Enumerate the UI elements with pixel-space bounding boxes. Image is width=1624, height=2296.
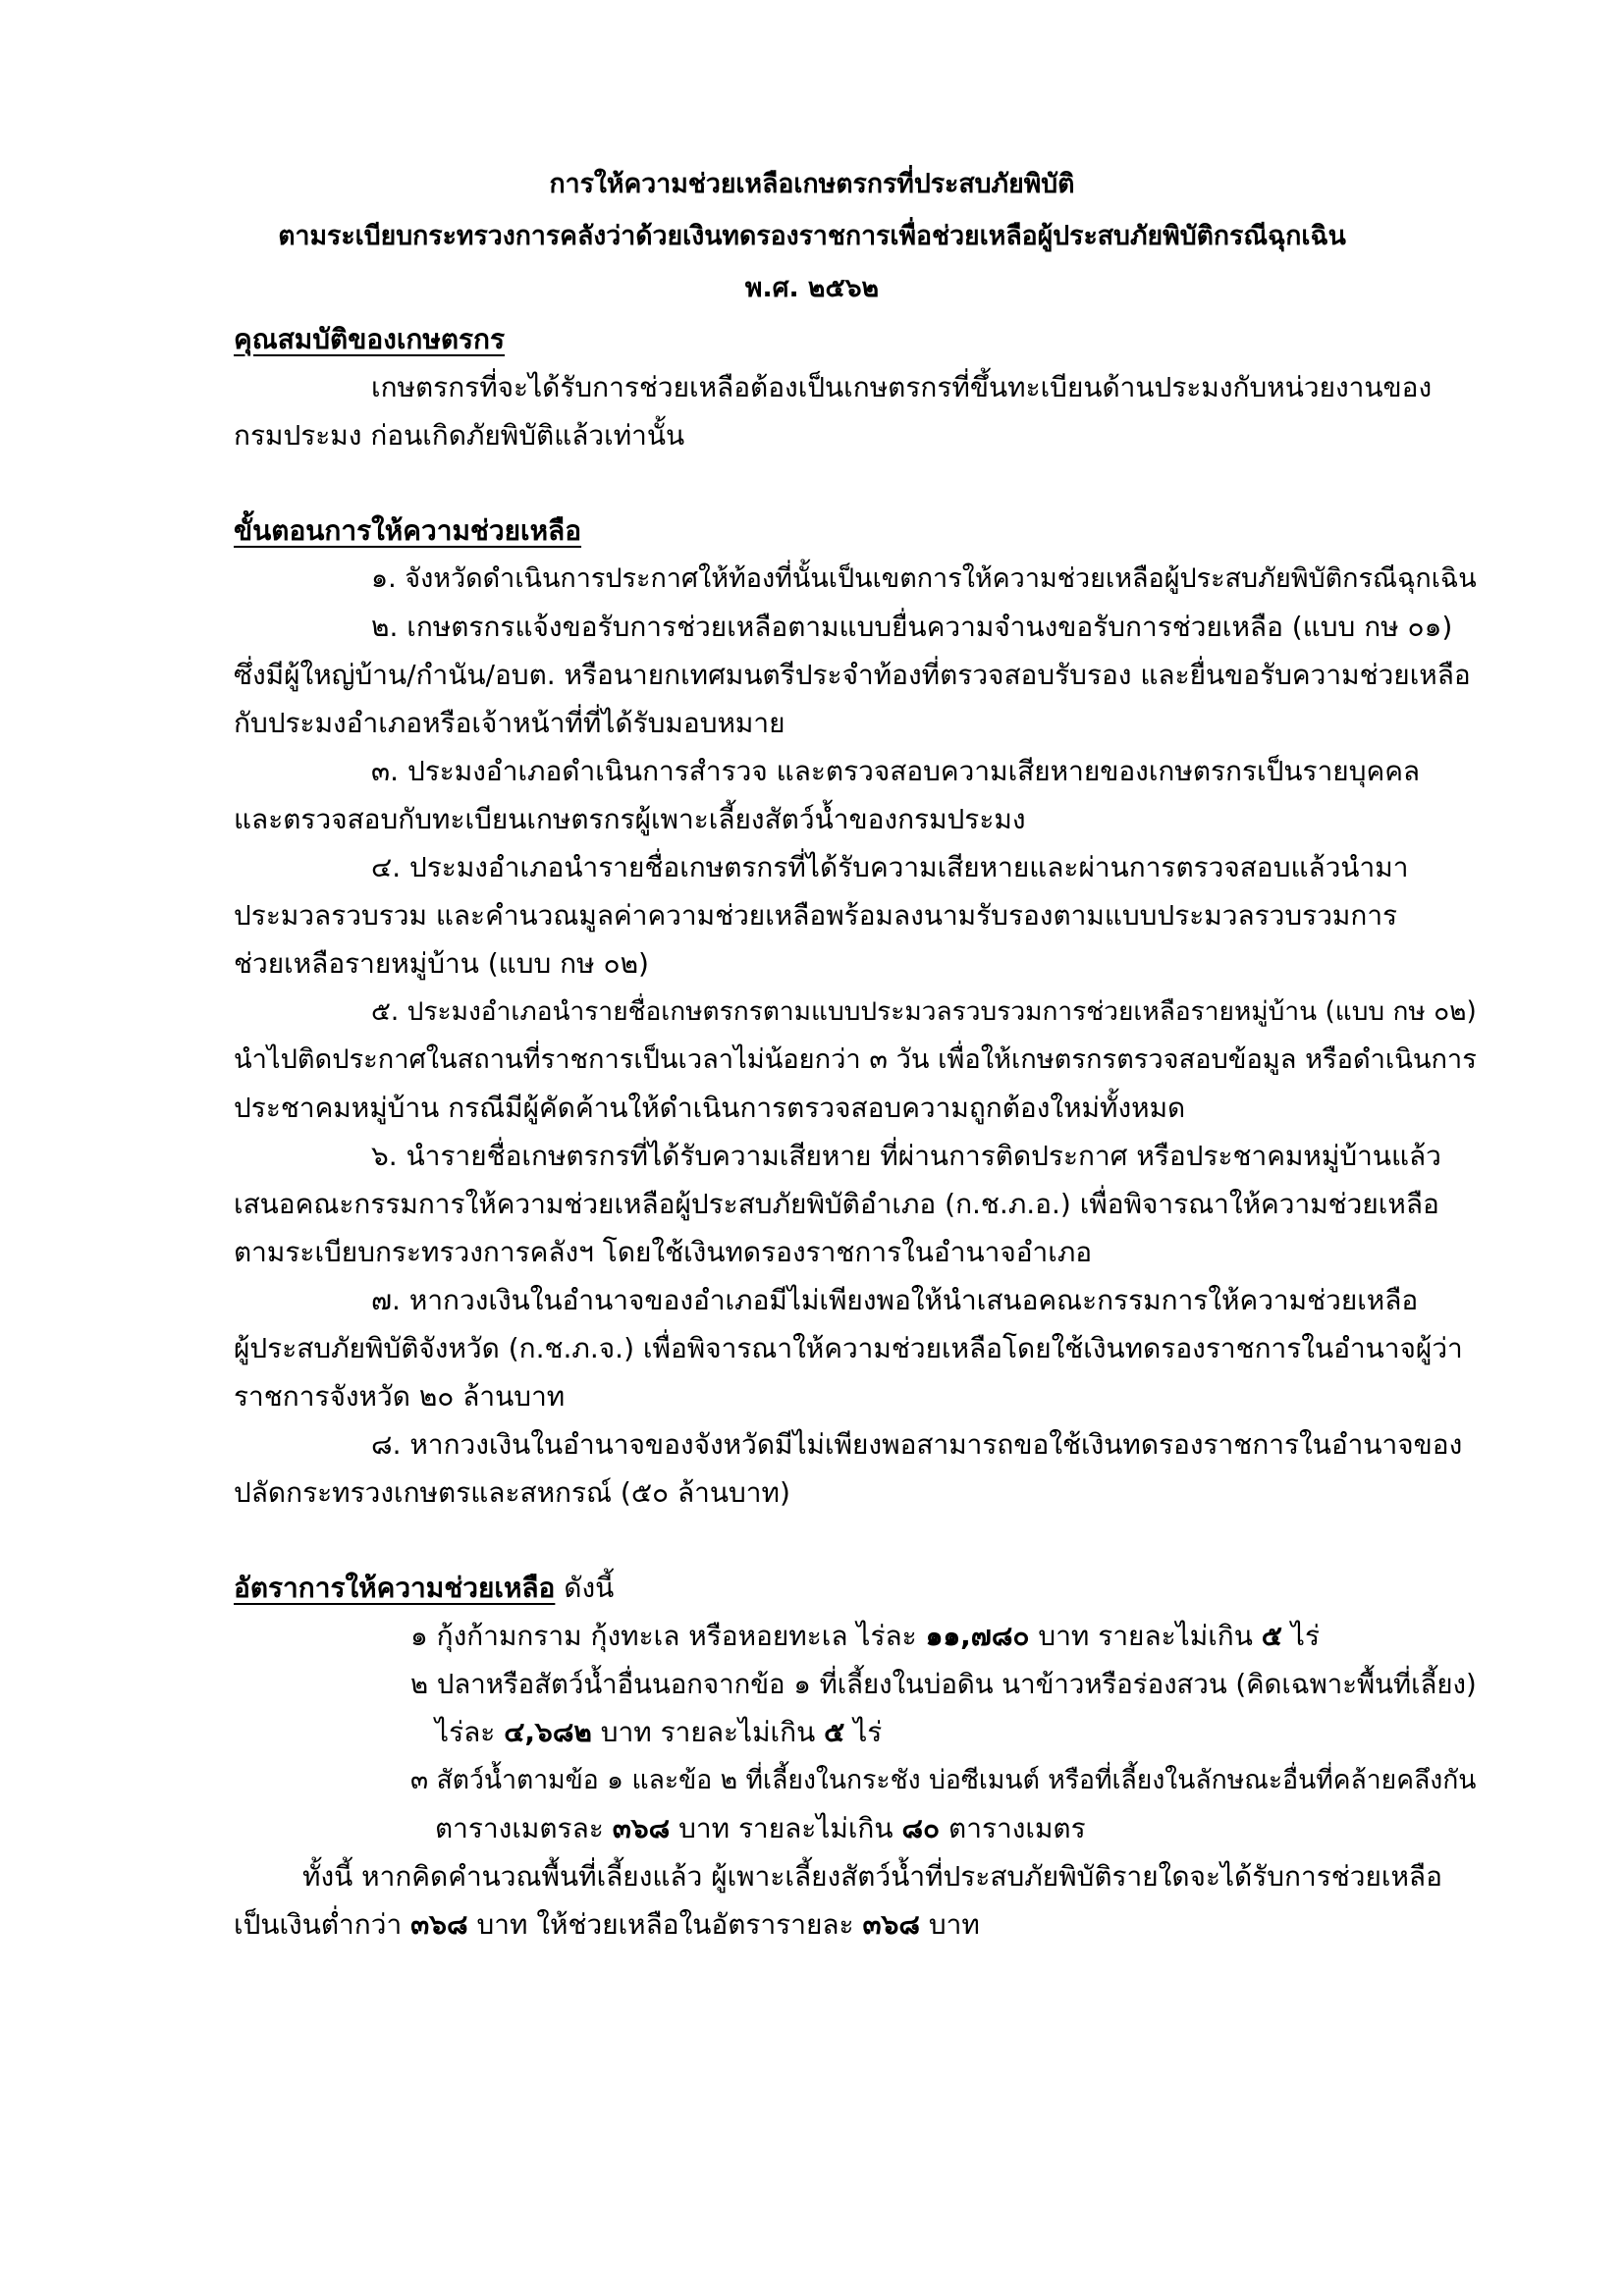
rate-note-text: เป็นเงินต่ำกว่า	[234, 1908, 411, 1941]
procedure-line: ผู้ประสบภัยพิบัติจังหวัด (ก.ช.ภ.จ.) เพื่อพิจารณาให้ความช่วยเหลือโดยใช้เงินทดรองราชการในอำนาจผู้ว่า	[234, 1332, 1463, 1364]
procedure-line: ๔. ประมงอำเภอนำรายชื่อเกษตรกรที่ได้รับความเสียหายและผ่านการตรวจสอบแล้วนำมา	[371, 851, 1409, 883]
rate-amount: ๑๑,๗๘๐	[925, 1620, 1030, 1652]
procedure-line: ปลัดกระทรวงเกษตรและสหกรณ์ (๕๐ ล้านบาท)	[234, 1476, 790, 1509]
procedure-line: ซึ่งมีผู้ใหญ่บ้าน/กำนัน/อบต. หรือนายกเทศมนตรีประจำท้องที่ตรวจสอบรับรอง และยื่นขอรับความช่วยเหลือ	[234, 659, 1471, 691]
rate-limit: ๕	[1261, 1620, 1282, 1652]
procedure-heading: ขั้นตอนการให้ความช่วยเหลือ	[234, 514, 582, 547]
rate-item-text: ๑ กุ้งก้ามกราม กุ้งทะเล หรือหอยทะเล ไร่ละ	[410, 1620, 926, 1652]
procedure-line: ๑. จังหวัดดำเนินการประกาศให้ท้องที่นั้นเป็นเขตการให้ความช่วยเหลือผู้ประสบภัยพิบัติกรณีฉุกเฉิน	[371, 563, 1477, 594]
rate-item-text: บาท รายละไม่เกิน	[1029, 1620, 1262, 1652]
rate-item-text: บาท รายละไม่เกิน	[591, 1716, 825, 1748]
procedure-line: นำไปติดประกาศในสถานที่ราชการเป็นเวลาไม่น้อยกว่า ๓ วัน เพื่อให้เกษตรกรตรวจสอบข้อมูล หรือดำเนินการ	[234, 1044, 1477, 1075]
procedure-line: ๓. ประมงอำเภอดำเนินการสำรวจ และตรวจสอบความเสียหายของเกษตรกรเป็นรายบุคคล	[371, 755, 1421, 787]
procedure-line: ๘. หากวงเงินในอำนาจของจังหวัดมีไม่เพียงพอสามารถขอใช้เงินทดรองราชการในอำนาจของ	[371, 1428, 1463, 1461]
qualifications-line: กรมประมง ก่อนเกิดภัยพิบัติแล้วเท่านั้น	[234, 419, 685, 452]
rate-item-text: ตารางเมตร	[940, 1812, 1086, 1844]
procedure-line: ๕. ประมงอำเภอนำรายชื่อเกษตรกรตามแบบประมวลรวบรวมการช่วยเหลือรายหมู่บ้าน (แบบ กษ ๐๒)	[371, 997, 1477, 1027]
procedure-line: ๗. หากวงเงินในอำนาจของอำเภอมีไม่เพียงพอให้นำเสนอคณะกรรมการให้ความช่วยเหลือ	[371, 1284, 1419, 1316]
rate-item-2-line-2	[435, 1713, 882, 1752]
rate-item-3-line-2	[435, 1809, 1086, 1848]
rate-note-text: บาท	[919, 1908, 980, 1941]
procedure-line: และตรวจสอบกับทะเบียนเกษตรกรผู้เพาะเลี้ยงสัตว์น้ำของกรมประมง	[234, 803, 1026, 835]
rate-item-3-line-1: ๓ สัตว์น้ำตามข้อ ๑ และข้อ ๒ ที่เลี้ยงในกระชัง บ่อซีเมนต์ หรือที่เลี้ยงในลักษณะอื่นที่คล้ายคลึงกัน	[410, 1765, 1477, 1795]
rate-item-text: ไร่	[844, 1716, 883, 1748]
rate-item-2-line-1: ๒ ปลาหรือสัตว์น้ำอื่นนอกจากข้อ ๑ ที่เลี้ยงในบ่อดิน นาข้าวหรือร่องสวน (คิดเฉพาะพื้นที่เลี้ยง)	[410, 1669, 1477, 1700]
rate-item-text: บาท รายละไม่เกิน	[670, 1812, 902, 1844]
rate-limit: ๕	[824, 1716, 845, 1748]
rates-note-line-2	[234, 1905, 980, 1945]
procedure-line: ตามระเบียบกระทรวงการคลังฯ โดยใช้เงินทดรองราชการในอำนาจอำเภอ	[234, 1236, 1093, 1268]
procedure-line: ๖. นำรายชื่อเกษตรกรที่ได้รับความเสียหาย ที่ผ่านการติดประกาศ หรือประชาคมหมู่บ้านแล้ว	[371, 1140, 1441, 1172]
procedure-line: ช่วยเหลือรายหมู่บ้าน (แบบ กษ ๐๒)	[234, 947, 649, 980]
procedure-line: กับประมงอำเภอหรือเจ้าหน้าที่ที่ได้รับมอบหมาย	[234, 707, 785, 739]
rate-amount: ๓๖๘	[862, 1908, 920, 1941]
rates-heading: อัตราการให้ความช่วยเหลือ	[234, 1572, 556, 1604]
rate-item-text: ไร่	[1281, 1620, 1320, 1652]
document-title-line-2: ตามระเบียบกระทรวงการคลังว่าด้วยเงินทดรองราชการเพื่อช่วยเหลือผู้ประสบภัยพิบัติกรณีฉุกเฉิน	[278, 221, 1346, 251]
procedure-line: ประชาคมหมู่บ้าน กรณีมีผู้คัดค้านให้ดำเนินการตรวจสอบความถูกต้องใหม่ทั้งหมด	[234, 1092, 1186, 1124]
qualifications-heading: คุณสมบัติของเกษตรกร	[234, 323, 506, 355]
document-title-line-3: พ.ศ. ๒๕๖๒	[744, 273, 880, 303]
procedure-line: เสนอคณะกรรมการให้ความช่วยเหลือผู้ประสบภัยพิบัติอำเภอ (ก.ช.ภ.อ.) เพื่อพิจารณาให้ความช่วยเหลือ	[234, 1188, 1439, 1220]
rate-limit: ๘๐	[901, 1812, 941, 1844]
rates-heading-row	[234, 1569, 614, 1608]
rates-heading-suffix: ดังนี้	[555, 1572, 615, 1604]
rate-item-text: ตารางเมตรละ	[435, 1812, 613, 1844]
procedure-line: ราชการจังหวัด ๒๐ ล้านบาท	[234, 1380, 566, 1413]
rates-note-line-1: ทั้งนี้ หากคิดคำนวณพื้นที่เลี้ยงแล้ว ผู้เพาะเลี้ยงสัตว์น้ำที่ประสบภัยพิบัติรายใดจะได้รับการช่วยเหลือ	[302, 1860, 1442, 1893]
rate-amount: ๓๖๘	[612, 1812, 671, 1844]
rate-item-text: ไร่ละ	[435, 1716, 505, 1748]
procedure-line: ประมวลรวบรวม และคำนวณมูลค่าความช่วยเหลือพร้อมลงนามรับรองตามแบบประมวลรวบรวมการ	[234, 899, 1398, 932]
rate-item-1	[410, 1617, 1320, 1656]
document-title-line-1: การให้ความช่วยเหลือเกษตรกรที่ประสบภัยพิบัติ	[549, 169, 1075, 199]
rate-amount: ๓๖๘	[410, 1908, 468, 1941]
rate-note-text: บาท ให้ช่วยเหลือในอัตรารายละ	[467, 1908, 863, 1941]
qualifications-line: เกษตรกรที่จะได้รับการช่วยเหลือต้องเป็นเกษตรกรที่ขึ้นทะเบียนด้านประมงกับหน่วยงานของ	[371, 371, 1433, 403]
procedure-line: ๒. เกษตรกรแจ้งขอรับการช่วยเหลือตามแบบยื่นความจำนงขอรับการช่วยเหลือ (แบบ กษ ๐๑)	[371, 611, 1453, 643]
rate-amount: ๔,๖๘๒	[504, 1716, 592, 1748]
